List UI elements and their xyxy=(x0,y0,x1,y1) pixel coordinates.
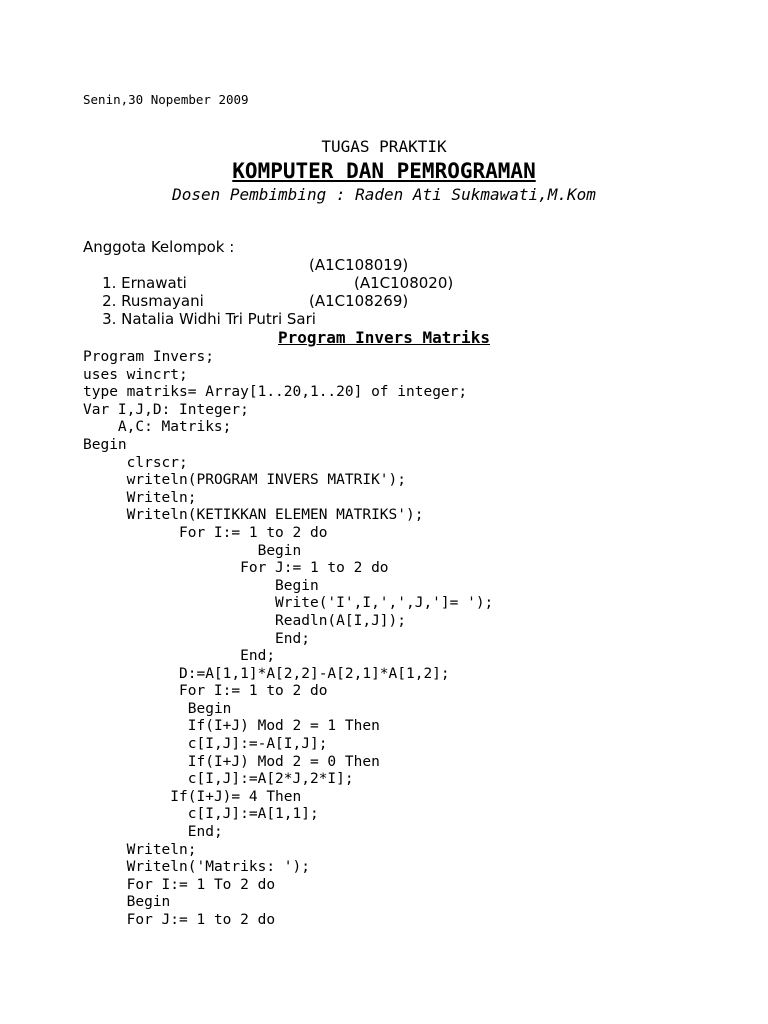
code-line: End; xyxy=(240,648,276,665)
member-row xyxy=(83,292,409,328)
code-line: c[I,J]:=A[1,1]; xyxy=(187,806,319,823)
document-date: Senin,30 Nopember 2009 xyxy=(83,92,249,107)
code-line: Var I,J,D: Integer; xyxy=(83,401,249,418)
code-line: c[I,J]:=-A[I,J]; xyxy=(187,736,328,753)
member-name: 3. Natalia Widhi Tri Putri Sari xyxy=(102,310,316,328)
member-id: (A1C108269) xyxy=(309,292,409,310)
code-line: End; xyxy=(275,630,310,647)
code-line: writeln(PROGRAM INVERS MATRIK'); xyxy=(126,472,406,489)
code-line: If(I+J)= 4 Then xyxy=(170,788,302,805)
code-line: Begin xyxy=(275,577,319,594)
members-heading: Anggota Kelompok : xyxy=(83,238,235,256)
code-line: For I:= 1 to 2 do xyxy=(179,524,328,541)
code-line: Writeln(KETIKKAN ELEMEN MATRIKS'); xyxy=(126,507,424,524)
code-line: End; xyxy=(187,824,223,841)
code-listing xyxy=(83,349,493,930)
code-line: Begin xyxy=(187,700,232,717)
code-line: type matriks= Array[1..20,1..20] of integer; xyxy=(83,384,468,401)
course-title: KOMPUTER DAN PEMROGRAMAN xyxy=(232,159,536,183)
code-line: If(I+J) Mod 2 = 1 Then xyxy=(187,718,380,735)
code-line: c[I,J]:=A[2*J,2*I]; xyxy=(187,771,354,788)
code-line: For I:= 1 To 2 do xyxy=(126,876,276,893)
code-line: Writeln; xyxy=(126,841,197,858)
member-name: 2. Rusmayani xyxy=(102,292,204,310)
code-line: If(I+J) Mod 2 = 0 Then xyxy=(187,753,380,770)
code-line: For I:= 1 to 2 do xyxy=(179,683,328,700)
supervisor-line: Dosen Pembimbing : Raden Ati Sukmawati,M.Kom xyxy=(172,185,596,204)
code-line: clrscr; xyxy=(126,454,188,471)
code-line: Write('I',I,',',J,']= '); xyxy=(275,595,494,612)
member-id: (A1C108020) xyxy=(354,274,454,292)
code-line: Begin xyxy=(83,436,127,453)
document-heading xyxy=(0,136,768,206)
member-id: (A1C108019) xyxy=(309,256,409,274)
task-label: TUGAS PRAKTIK xyxy=(321,137,447,156)
group-members xyxy=(83,238,454,328)
code-line: uses wincrt; xyxy=(83,366,188,383)
code-line: Begin xyxy=(126,894,171,911)
code-line: For J:= 1 to 2 do xyxy=(126,912,276,928)
code-line: Writeln; xyxy=(126,489,197,506)
code-line: Begin xyxy=(257,542,302,559)
member-name: 1. Ernawati xyxy=(102,274,187,292)
program-title: Program Invers Matriks xyxy=(278,328,490,347)
code-line: Writeln('Matriks: '); xyxy=(126,859,310,876)
code-line: Program Invers; xyxy=(83,349,214,365)
code-line: A,C: Matriks; xyxy=(117,419,232,436)
code-line: D:=A[1,1]*A[2,2]-A[2,1]*A[1,2]; xyxy=(179,665,450,682)
code-line: For J:= 1 to 2 do xyxy=(240,560,389,577)
code-line: Readln(A[I,J]); xyxy=(275,612,406,629)
